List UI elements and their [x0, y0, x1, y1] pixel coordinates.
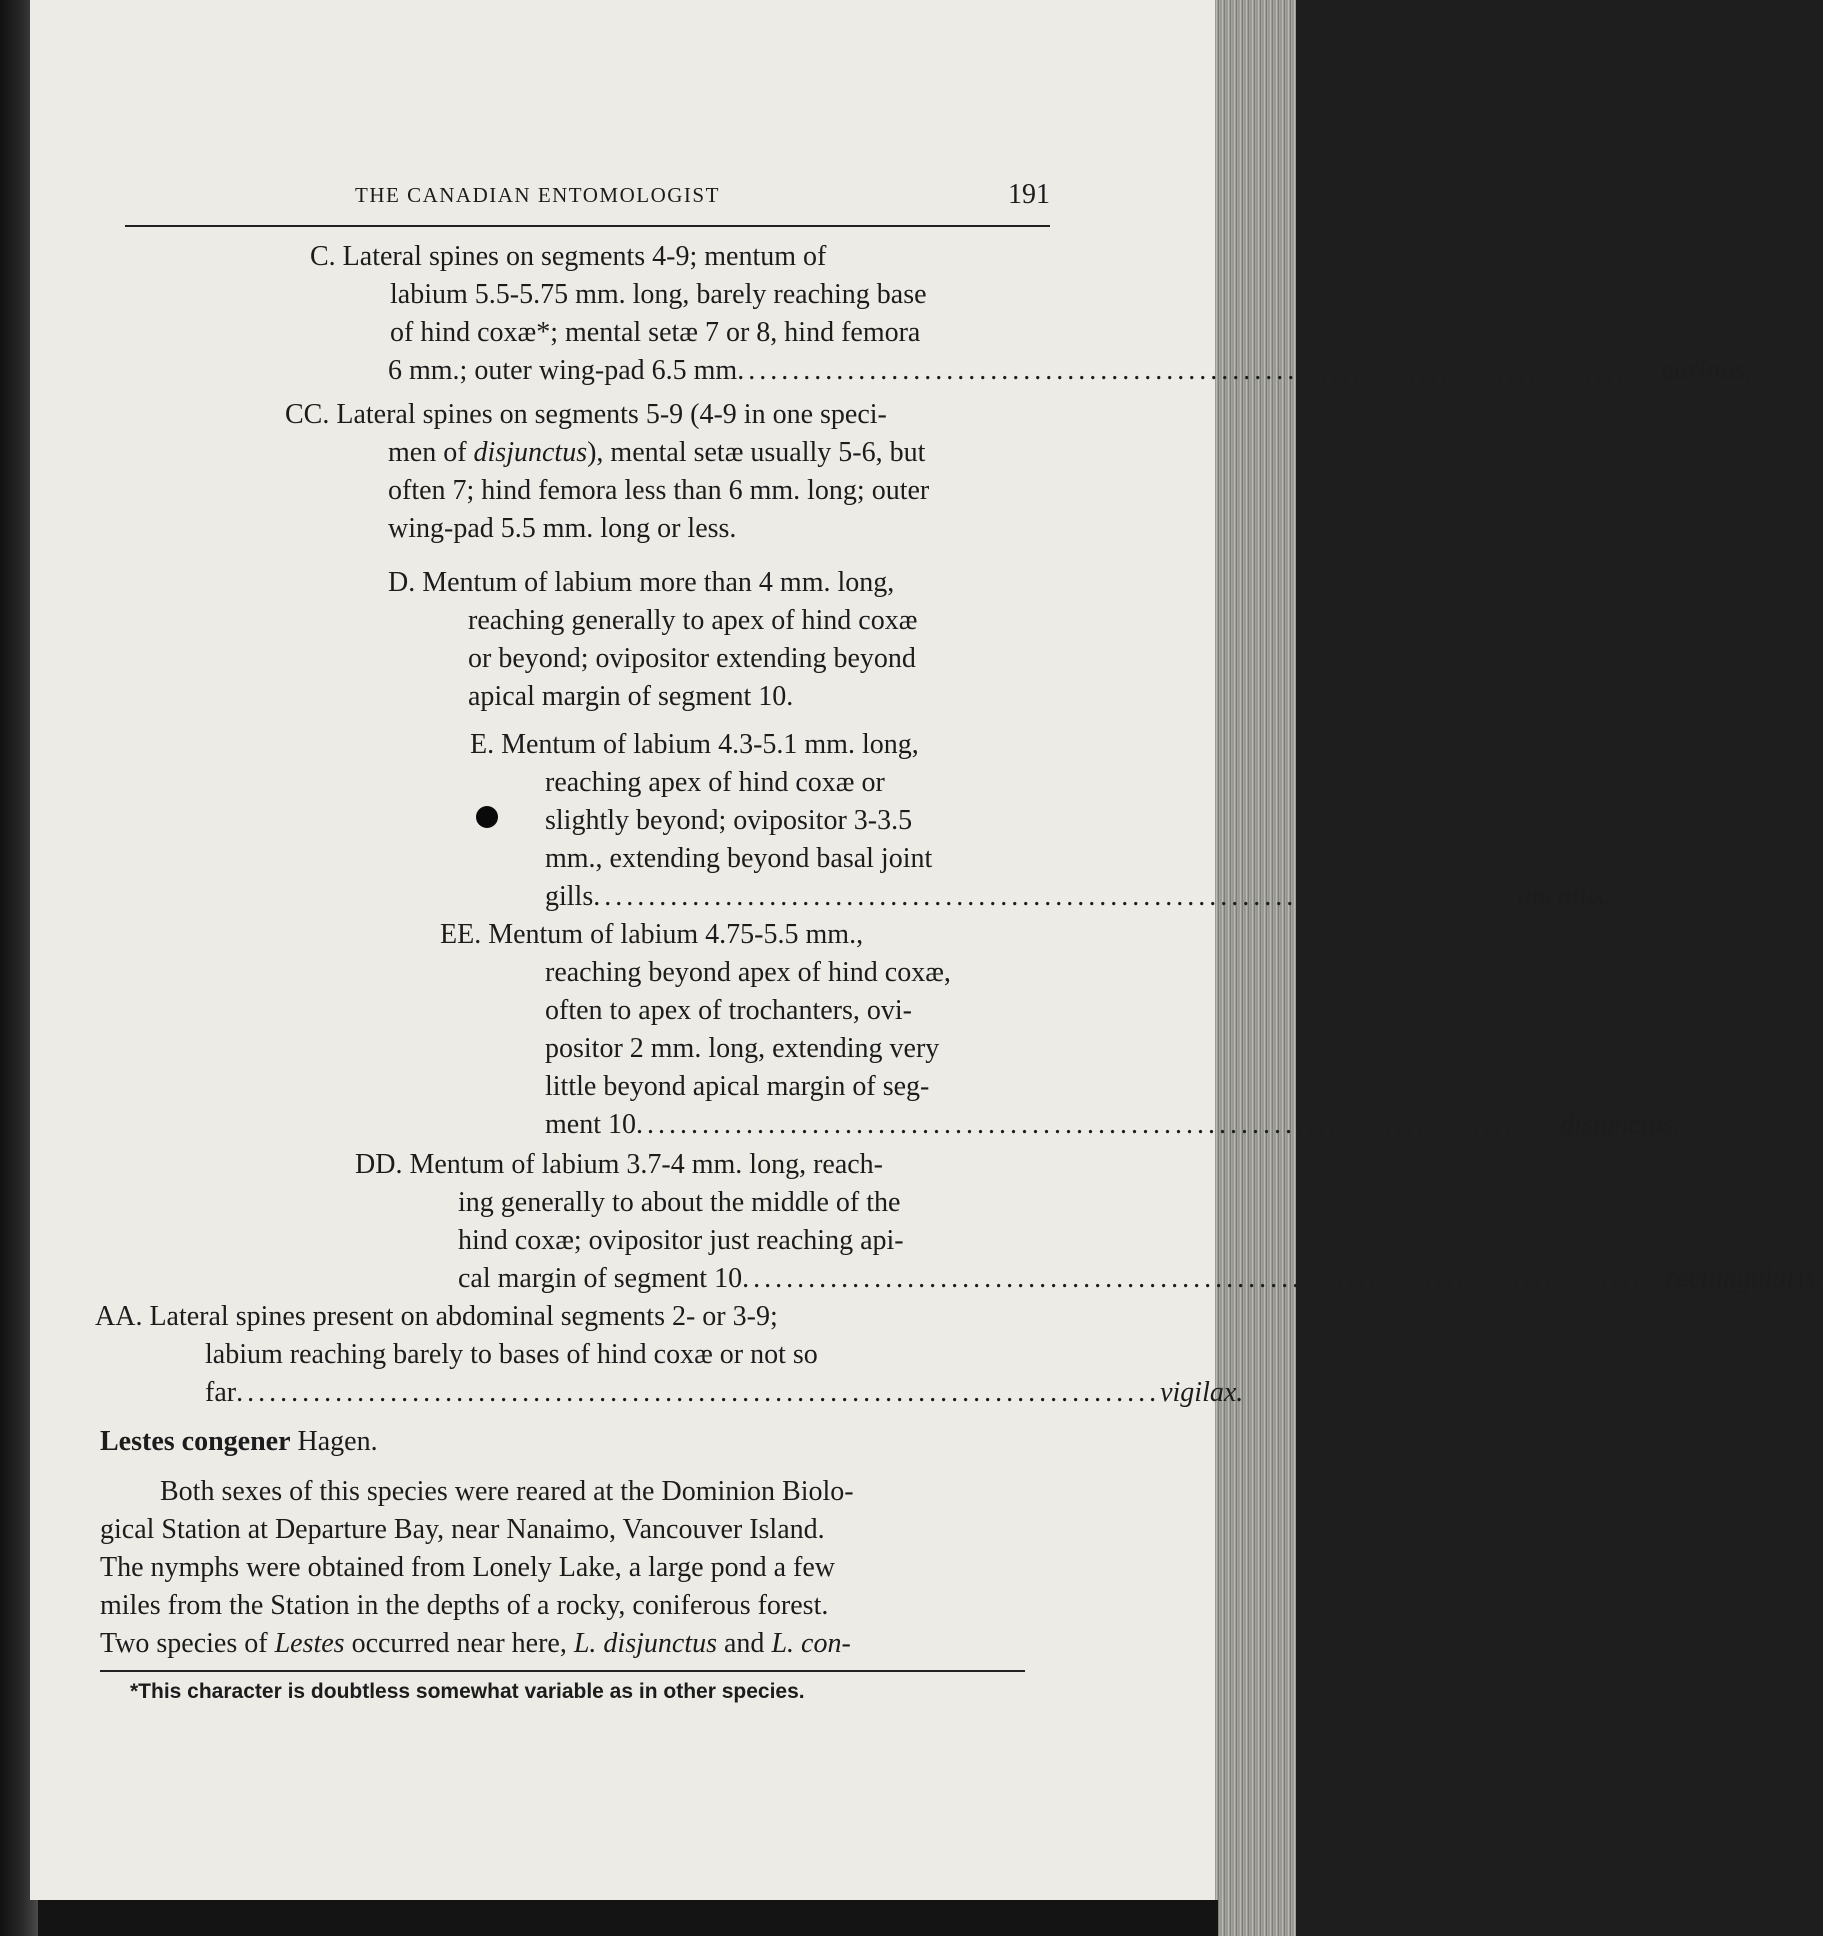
ink-blot	[476, 806, 498, 828]
key-ee-line-1: EE. Mentum of labium 4.75-5.5 mm.,	[440, 919, 864, 950]
key-dd-line-2: ing generally to about the middle of the	[458, 1187, 901, 1218]
body-line-1: Both sexes of this species were reared at the Dominion Biolo-	[160, 1476, 854, 1507]
bottom-shadow	[38, 1900, 1218, 1936]
key-c-line-4	[388, 354, 1753, 388]
key-aa-text: far	[205, 1377, 237, 1408]
taxon-disjunctus: disjunctus.	[1560, 1109, 1681, 1140]
body-line-4: miles from the Station in the depths of a rocky, coniferous forest.	[100, 1590, 829, 1621]
key-e-line-5	[545, 880, 1612, 914]
key-c-line-3: of hind coxæ*; mental setæ 7 or 8, hind femora	[390, 317, 921, 348]
key-ee-line-4: positor 2 mm. long, extending very	[545, 1033, 940, 1064]
key-cc-line-3: often 7; hind femora less than 6 mm. long; outer	[388, 475, 930, 506]
key-ee-text: ment 10	[545, 1109, 636, 1140]
key-c-text: 6 mm.; outer wing-pad 6.5 mm	[388, 355, 738, 386]
key-ee-line-3: often to apex of trochanters, ovi-	[545, 995, 912, 1026]
key-dd-line-1: DD. Mentum of labium 3.7-4 mm. long, reach-	[355, 1149, 884, 1180]
leader-dots: ....................................................................................	[742, 1263, 1667, 1294]
page-number: 191	[1008, 179, 1050, 210]
taxon-uncatus: uncatus.	[1517, 881, 1612, 912]
key-d-line-1: D. Mentum of labium more than 4 mm. long,	[388, 567, 895, 598]
key-ee-line-5: little beyond apical margin of seg-	[545, 1071, 930, 1102]
species-name: Lestes congener	[100, 1426, 291, 1457]
body-line-5: Two species of Lestes occurred near here, L. disjunctus and L. con-	[100, 1628, 851, 1659]
key-aa-line-2: labium reaching barely to bases of hind coxæ or not so	[205, 1339, 818, 1370]
key-dd-text: cal margin of segment 10	[458, 1263, 743, 1294]
key-ee-line-2: reaching beyond apex of hind coxæ,	[545, 957, 951, 988]
key-aa-line-3	[205, 1376, 1244, 1410]
key-d-line-3: or beyond; ovipositor extending beyond	[468, 643, 916, 674]
leader-dots: ....................................................................................	[636, 1109, 1560, 1140]
key-d-line-4: apical margin of segment 10.	[468, 681, 794, 712]
key-e-text: gills	[545, 881, 594, 912]
key-cc-line-2: men of disjunctus), mental setæ usually 5-6, but	[388, 437, 926, 468]
taxon-vigilax: vigilax.	[1160, 1377, 1244, 1408]
key-c-line-1: C. Lateral spines on segments 4-9; mentum of	[310, 241, 827, 272]
body-line-2: gical Station at Departure Bay, near Nanaimo, Vancouver Island.	[100, 1514, 825, 1545]
species-author: Hagen.	[290, 1426, 378, 1457]
leader-dots: ....................................................................................	[593, 881, 1518, 912]
key-ee-line-6	[545, 1108, 1681, 1142]
footnote: *This character is doubtless somewhat variable as in other species.	[130, 1680, 805, 1703]
leader-dots: ....................................................................................	[236, 1377, 1161, 1408]
key-e-line-3: slightly beyond; ovipositor 3-3.5	[545, 805, 913, 836]
leader-dots: ....................................................................................	[737, 355, 1662, 386]
taxon-eurinus: eurinus.	[1661, 355, 1753, 386]
key-cc-line-1: CC. Lateral spines on segments 5-9 (4-9 in one speci-	[285, 399, 887, 430]
key-dd-line-3: hind coxæ; ovipositor just reaching api-	[458, 1225, 904, 1256]
taxon-rectangularis: rectangularis.	[1666, 1263, 1823, 1294]
key-e-line-4: mm., extending beyond basal joint	[545, 843, 933, 874]
running-title: THE CANADIAN ENTOMOLOGIST	[355, 183, 720, 207]
page-header	[125, 175, 1050, 227]
key-c-line-2: labium 5.5-5.75 mm. long, barely reaching base	[390, 279, 927, 310]
footnote-rule	[100, 1670, 1025, 1672]
body-line-3: The nymphs were obtained from Lonely Lake, a large pond a few	[100, 1552, 835, 1583]
page-edges	[1215, 0, 1296, 1936]
key-dd-line-4	[458, 1262, 1823, 1296]
taxon-disjunctus: disjunctus	[473, 437, 588, 468]
key-cc-line-4: wing-pad 5.5 mm. long or less.	[388, 513, 737, 544]
key-d-line-2: reaching generally to apex of hind coxæ	[468, 605, 918, 636]
key-aa-line-1: AA. Lateral spines present on abdominal segments 2- or 3-9;	[95, 1301, 778, 1332]
key-e-line-1: E. Mentum of labium 4.3-5.1 mm. long,	[470, 729, 919, 760]
key-e-line-2: reaching apex of hind coxæ or	[545, 767, 885, 798]
section-heading	[100, 1425, 378, 1459]
